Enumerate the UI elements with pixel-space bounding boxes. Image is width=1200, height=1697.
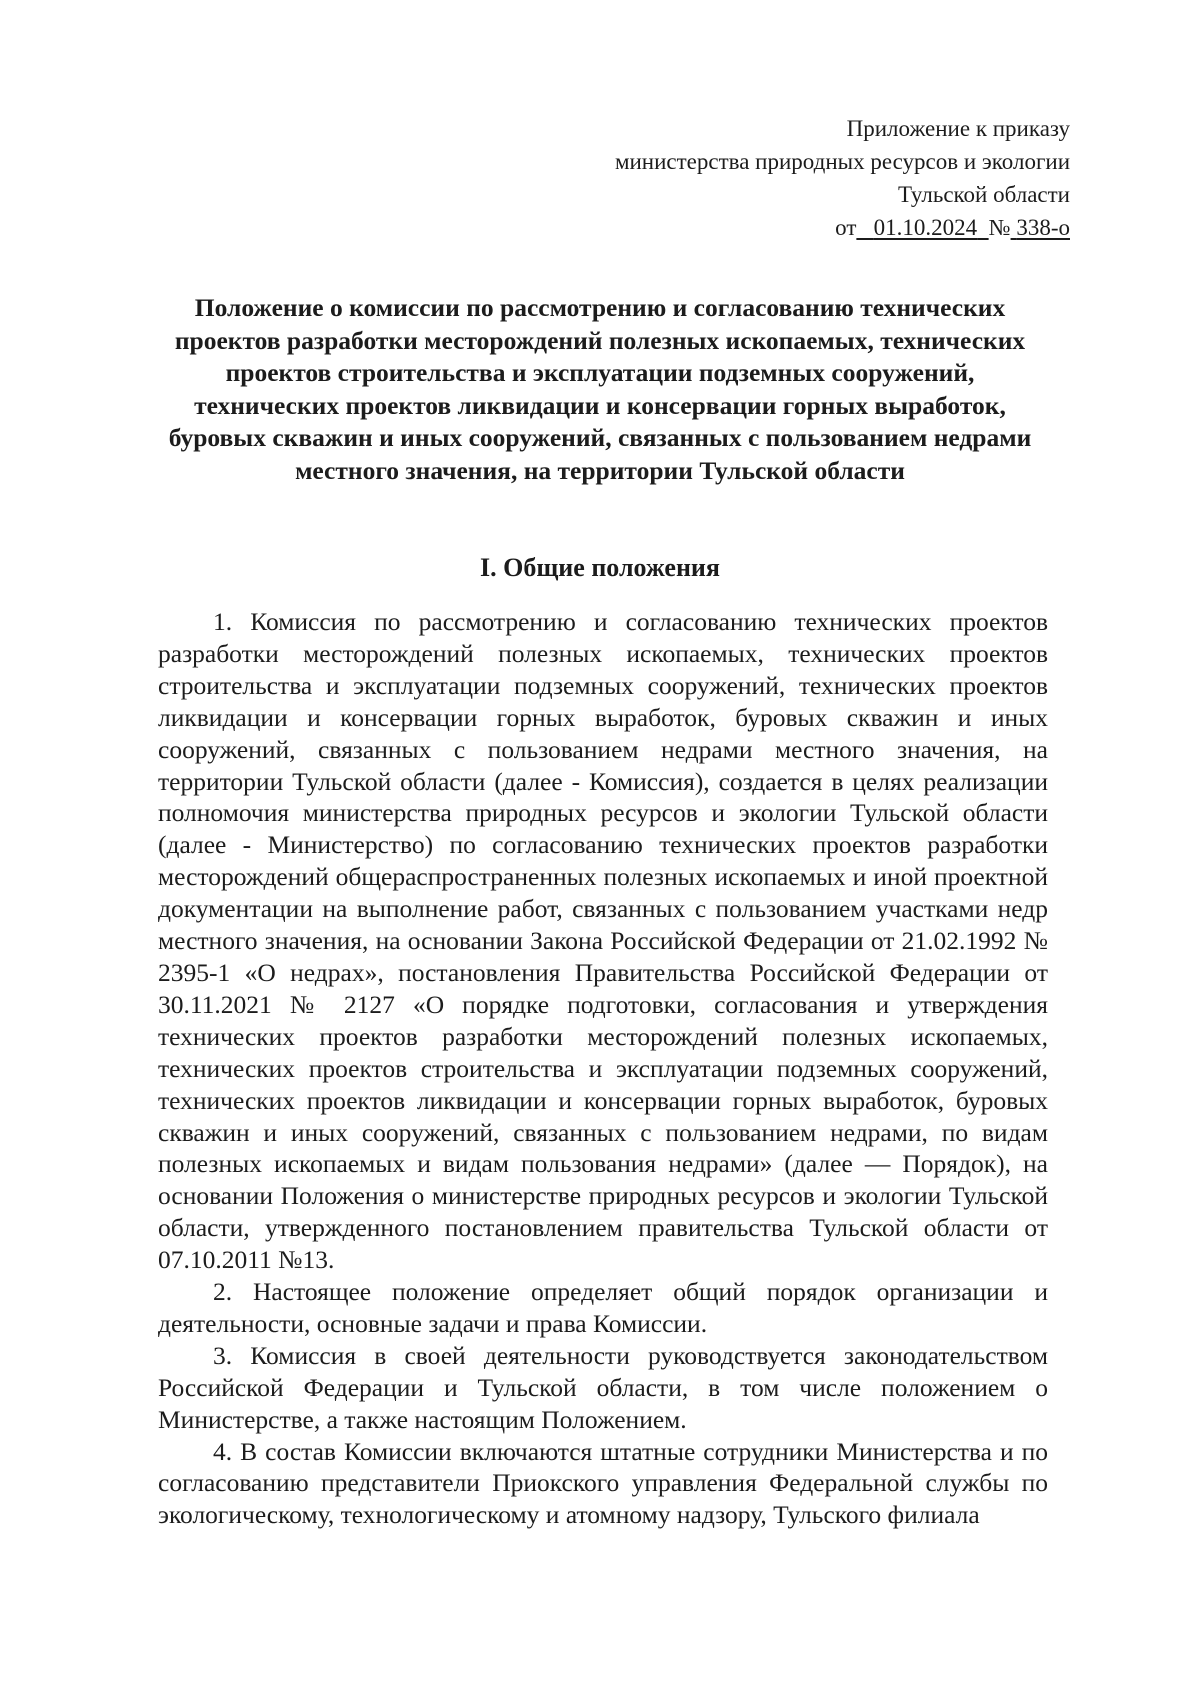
appendix-header (615, 112, 1070, 244)
paragraph: 3. Комиссия в своей деятельности руководствуется законодательством Российской Федерации и Тульской области, в том числе положением о Министерстве, а также настоящим Положением. (158, 1340, 1048, 1434)
order-date: 01.10.2024 (873, 215, 978, 240)
document-body (158, 606, 1048, 1531)
order-number: 338-о (1016, 215, 1070, 240)
appendix-line: Тульской области (897, 182, 1070, 207)
appendix-line: Приложение к приказу (846, 116, 1070, 141)
appendix-line: министерства природных ресурсов и экологии (614, 149, 1070, 174)
order-prefix: от (835, 215, 857, 240)
section-heading: I. Общие положения (480, 553, 720, 582)
document-title: Положение о комиссии по рассмотрению и согласованию технических проектов разработки месторождений полезных ископаемых, технических проектов строительства и эксплуатации подземных сооружений, технических проектов ликвидации и консервации горных выработок, буровых скважин и иных сооружений, связанных с пользованием недрами местного значения, на территории Тульской области (168, 293, 1032, 485)
paragraph: 2. Настоящее положение определяет общий порядок организации и деятельности, основные задачи и права Комиссии. (158, 1277, 1048, 1338)
order-reference (615, 211, 1070, 244)
paragraph: 4. В состав Комиссии включаются штатные сотрудники Министерства и по согласованию представители Приокского управления Федеральной службы по экологическому, технологическому и атомному надзору, Тульского филиала (158, 1436, 1048, 1530)
order-number-label: № (988, 215, 1011, 240)
paragraph: 1. Комиссия по рассмотрению и согласованию технических проектов разработки месторождений полезных ископаемых, технических проектов строительства и эксплуатации подземных сооружений, технических проектов ликвидации и консервации горных выработок, буровых скважин и иных сооружений, связанных с пользованием недрами местного значения, на территории Тульской области (далее - Комиссия), создается в целях реализации полномочия министерства природных ресурсов и экологии Тульской области (далее - Министерство) по согласованию технических проектов разработки месторождений общераспространенных полезных ископаемых и иной проектной документации на выполнение работ, связанных с пользованием участками недр местного значения, на основании Закона Российской Федерации от 21.02.1992 № 2395-1 «О недрах», постановления Правительства Российской Федерации от 30.11.2021 № 2127 «О порядке подготовки, согласования и утверждения технических проектов разработки месторождений полезных ископаемых, технических проектов строительства и эксплуатации подземных сооружений, технических проектов ликвидации и консервации горных выработок, буровых скважин и иных сооружений, связанных с пользованием недрами, по видам полезных ископаемых и видам пользования недрами» (далее — Порядок), на основании Положения о министерстве природных ресурсов и экологии Тульской области, утвержденного постановлением правительства Тульской области от 07.10.2011 №13. (158, 607, 1048, 1275)
